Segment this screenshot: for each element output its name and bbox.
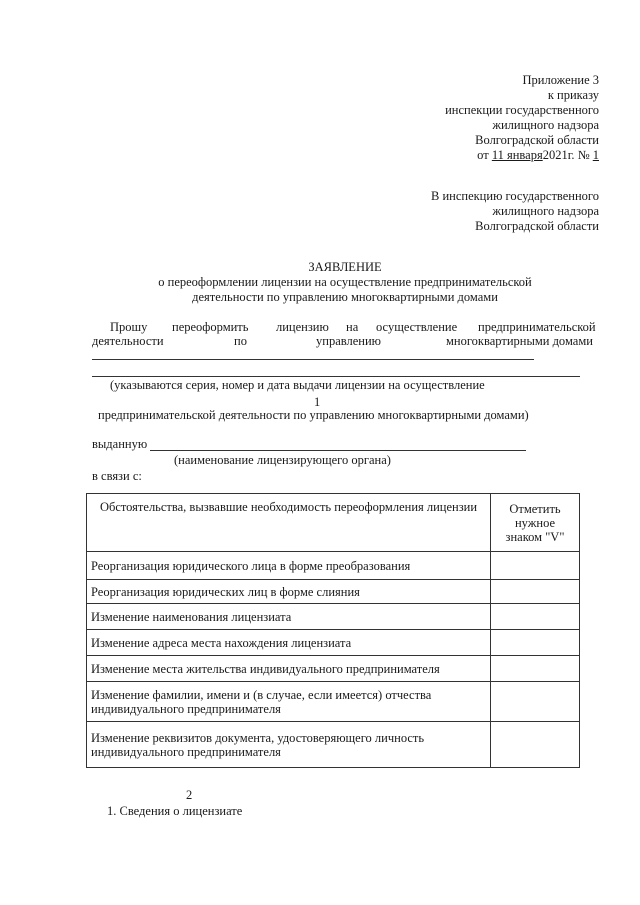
circumstance-text: Реорганизация юридического лица в форме преобразования: [87, 552, 491, 580]
order-date: 11 января: [491, 148, 543, 162]
circumstance-text: Реорганизация юридических лиц в форме слияния: [87, 580, 491, 604]
mark-cell[interactable]: [491, 552, 580, 580]
header-mark-line: нужное: [514, 515, 556, 530]
circumstance-text: Изменение наименования лицензиата: [87, 604, 491, 630]
due-to-label: в связи с:: [92, 469, 142, 483]
request-word: управлению: [316, 334, 381, 348]
title-heading: ЗАЯВЛЕНИЕ: [308, 260, 382, 274]
table-header-circumstances: Обстоятельства, вызвавшие необходимость переоформления лицензии: [87, 494, 491, 552]
mark-cell[interactable]: [491, 604, 580, 630]
table-row: [87, 552, 580, 580]
table-row: [87, 580, 580, 604]
footnote-2: 2: [186, 788, 193, 802]
title-line: о переоформлении лицензии на осуществление предпринимательской: [158, 275, 532, 289]
issued-label: выданную: [92, 437, 148, 451]
request-word: переоформить: [172, 320, 249, 334]
header-line: Приложение 3: [522, 73, 599, 87]
mark-cell[interactable]: [491, 656, 580, 682]
license-fill-line[interactable]: [92, 359, 534, 360]
document-title: [0, 260, 640, 305]
header-line: инспекции государственного: [445, 103, 599, 117]
order-prefix: от: [477, 148, 489, 162]
title-line: деятельности по управлению многоквартирными домами: [192, 290, 498, 304]
table-row: [87, 630, 580, 656]
section-heading: 1. Сведения о лицензиате: [107, 804, 243, 818]
addressee-line: Волгоградской области: [475, 219, 599, 233]
request-word: на: [346, 320, 359, 334]
circumstance-text: Изменение фамилии, имени и (в случае, если имеется) отчества индивидуального предпринимателя: [87, 682, 491, 722]
license-hint: предпринимательской деятельности по управлению многоквартирными домами): [98, 408, 529, 422]
table-header-row: [87, 494, 580, 552]
license-hint: (указываются серия, номер и дата выдачи лицензии на осуществление: [110, 378, 485, 392]
order-number: 1: [592, 148, 599, 162]
mark-cell[interactable]: [491, 580, 580, 604]
header-line: жилищного надзора: [492, 118, 599, 132]
order-date-line: [445, 148, 599, 163]
header-line: к приказу: [547, 88, 599, 102]
appendix-header: [445, 73, 599, 163]
order-no-prefix: №: [577, 148, 590, 162]
license-fill-line[interactable]: [92, 376, 580, 377]
request-word: осуществление: [376, 320, 458, 334]
table-row: [87, 656, 580, 682]
addressee-block: [431, 189, 599, 234]
request-word: многоквартирными домами: [446, 334, 593, 348]
issuer-fill-line[interactable]: [150, 450, 526, 451]
request-word: по: [234, 334, 247, 348]
order-year: 2021г.: [542, 148, 575, 162]
request-word: предпринимательской: [478, 320, 596, 334]
table-row: [87, 682, 580, 722]
addressee-line: жилищного надзора: [492, 204, 599, 218]
circumstance-text: Изменение реквизитов документа, удостоверяющего личность индивидуального предпринимателя: [87, 722, 491, 768]
issuer-hint: (наименование лицензирующего органа): [174, 453, 391, 467]
footnote-1: 1: [314, 395, 321, 409]
request-word: деятельности: [92, 334, 164, 348]
circumstance-text: Изменение места жительства индивидуального предпринимателя: [87, 656, 491, 682]
table-header-mark: [491, 494, 580, 552]
header-mark-line: знаком "V": [505, 529, 565, 544]
circumstances-table: [86, 493, 580, 768]
header-mark-line: Отметить: [509, 501, 561, 516]
request-word: Прошу: [110, 320, 148, 334]
circumstance-text: Изменение адреса места нахождения лицензиата: [87, 630, 491, 656]
mark-cell[interactable]: [491, 722, 580, 768]
request-word: лицензию: [276, 320, 329, 334]
mark-cell[interactable]: [491, 630, 580, 656]
header-line: Волгоградской области: [475, 133, 599, 147]
table-row: [87, 604, 580, 630]
mark-cell[interactable]: [491, 682, 580, 722]
table-row: [87, 722, 580, 768]
addressee-line: В инспекцию государственного: [430, 189, 599, 203]
